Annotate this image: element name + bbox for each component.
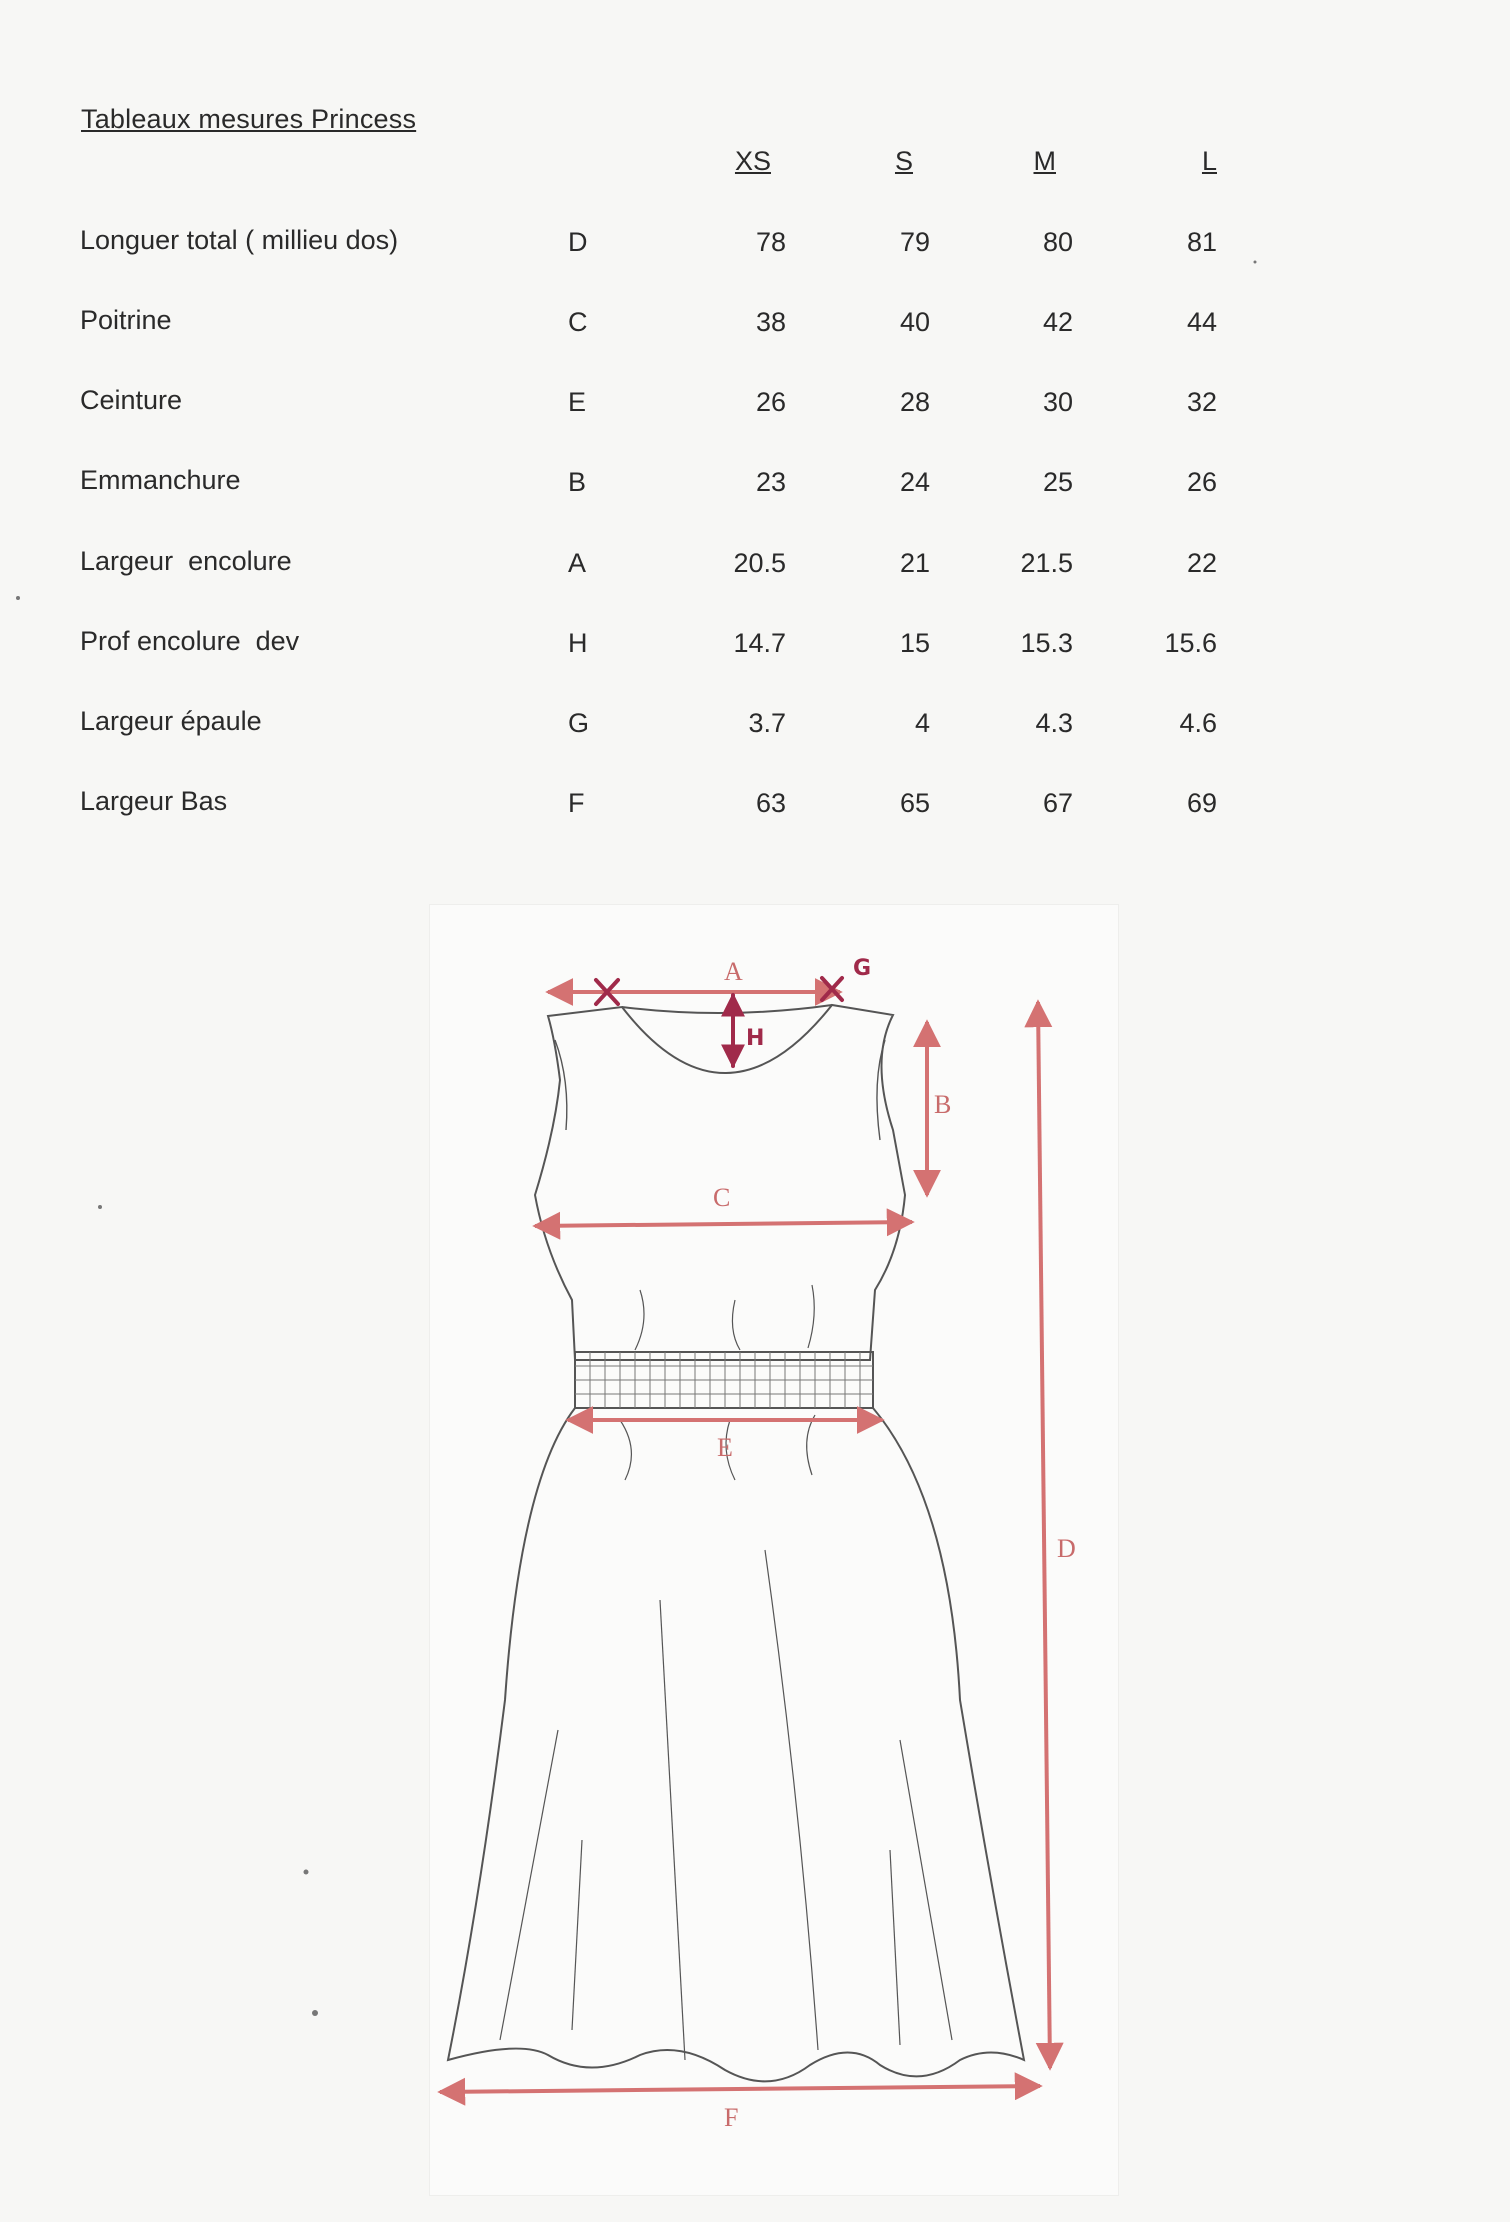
row-code: D: [568, 227, 588, 257]
label-g: G: [853, 956, 872, 981]
table-cell: 24: [899, 467, 930, 497]
label-d: D: [1057, 1534, 1076, 1563]
row-label: Ceinture: [80, 385, 183, 415]
row-code: F: [568, 788, 585, 818]
table-cell: 26: [1186, 467, 1217, 497]
row-code: E: [568, 387, 587, 417]
table-cell: 4: [914, 708, 930, 738]
row-label: Prof encolure dev: [80, 626, 300, 656]
label-c: C: [713, 1183, 731, 1212]
size-header-l: L: [1201, 146, 1217, 176]
table-cell: 63: [755, 788, 786, 818]
table-cell: 38: [755, 307, 786, 337]
arrow-f: [440, 2086, 1040, 2092]
table-cell: 26: [755, 387, 786, 417]
scan-specks: [16, 261, 1257, 2017]
arrow-d: [1038, 1002, 1050, 2068]
table-cell: 21.5: [1020, 548, 1073, 578]
table-cell: 65: [899, 788, 930, 818]
row-label: Emmanchure: [80, 465, 241, 495]
row-label: Largeur Bas: [80, 786, 228, 816]
table-cell: 4.3: [1035, 708, 1073, 738]
label-h: H: [746, 1026, 765, 1051]
table-cell: 81: [1186, 227, 1217, 257]
dress-outline: [448, 1005, 1024, 2081]
table-cell: 78: [755, 227, 786, 257]
page-title: Tableaux mesures Princess: [81, 104, 417, 134]
label-a: A: [724, 957, 743, 986]
row-code: A: [568, 548, 587, 578]
table-cell: 28: [899, 387, 930, 417]
table-cell: 40: [899, 307, 930, 337]
row-label: Longuer total ( millieu dos): [80, 225, 399, 255]
table-cell: 30: [1042, 387, 1073, 417]
table-cell: 22: [1186, 548, 1217, 578]
table-cell: 25: [1042, 467, 1073, 497]
measurement-arrows: [440, 992, 1050, 2092]
table-cell: 15.6: [1164, 628, 1217, 658]
arrow-c: [535, 1222, 912, 1226]
label-f: F: [724, 2103, 739, 2132]
label-e: E: [717, 1433, 733, 1462]
table-cell: 3.7: [748, 708, 786, 738]
row-code: G: [568, 708, 590, 738]
row-label: Largeur encolure: [80, 546, 292, 576]
table-cell: 42: [1042, 307, 1073, 337]
table-cell: 4.6: [1179, 708, 1217, 738]
table-cell: 44: [1186, 307, 1217, 337]
table-cell: 20.5: [733, 548, 786, 578]
table-cell: 23: [755, 467, 786, 497]
table-cell: 69: [1186, 788, 1217, 818]
table-cell: 21: [899, 548, 930, 578]
row-code: H: [568, 628, 588, 658]
row-code: C: [568, 307, 588, 337]
table-cell: 79: [899, 227, 930, 257]
table-cell: 15.3: [1020, 628, 1073, 658]
table-cell: 14.7: [733, 628, 786, 658]
label-b: B: [934, 1090, 952, 1119]
size-header-m: M: [1033, 146, 1056, 176]
table-cell: 32: [1186, 387, 1217, 417]
size-header-s: S: [894, 146, 913, 176]
size-header-xs: XS: [734, 146, 771, 176]
table-cell: 15: [899, 628, 930, 658]
table-cell: 80: [1042, 227, 1073, 257]
row-label: Poitrine: [80, 305, 172, 335]
row-label: Largeur épaule: [80, 706, 262, 736]
table-cell: 67: [1042, 788, 1073, 818]
row-code: B: [568, 467, 587, 497]
